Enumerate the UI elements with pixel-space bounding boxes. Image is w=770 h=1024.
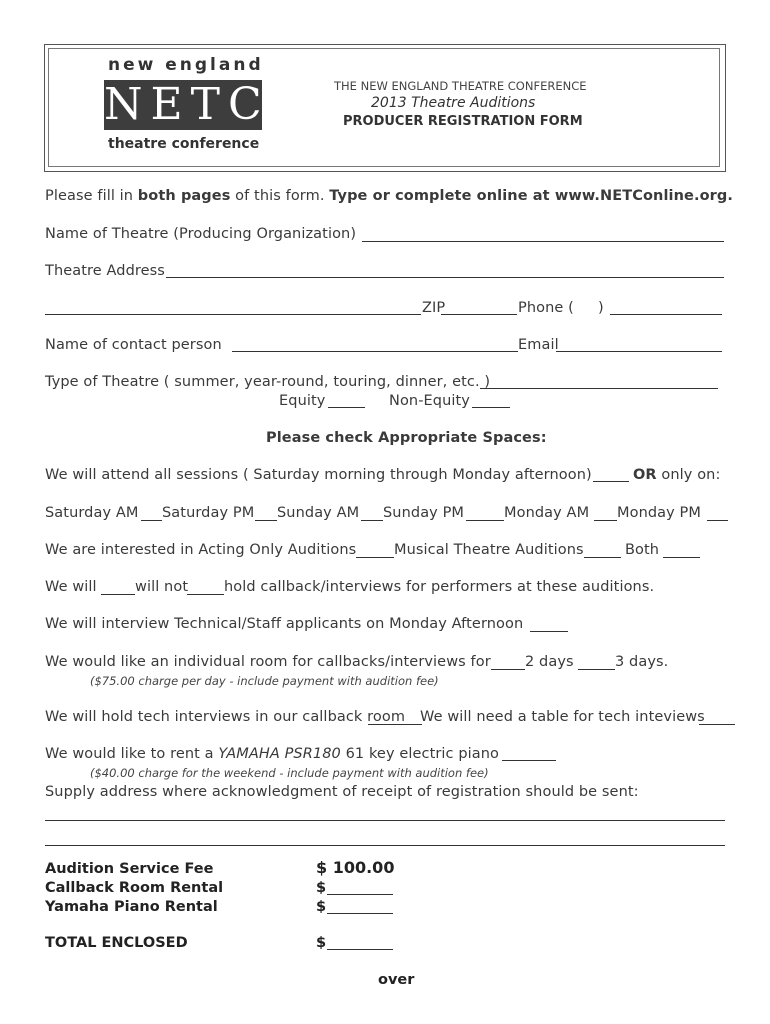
contact-label: Name of contact person	[45, 337, 222, 353]
supply-address-label: Supply address where acknowledgment of receipt of registration should be sent:	[45, 784, 639, 800]
piano-rental-label: Yamaha Piano Rental	[45, 899, 218, 915]
or-only-on	[633, 467, 720, 483]
room-label: We would like an individual room for callbacks/interviews for	[45, 654, 491, 670]
supply-address-line-1[interactable]	[45, 820, 725, 821]
theatre-address-field[interactable]	[166, 277, 724, 278]
intro-line	[45, 188, 733, 204]
intro-text: Please fill in	[45, 188, 138, 204]
both-field[interactable]	[663, 557, 700, 558]
theatre-type-label: Type of Theatre ( summer, year-round, touring, dinner, etc. )	[45, 374, 491, 390]
check-spaces-heading: Please check Appropriate Spaces:	[266, 430, 547, 446]
form-title: PRODUCER REGISTRATION FORM	[343, 114, 583, 129]
total-enclosed-field[interactable]	[327, 949, 393, 950]
will-not-field[interactable]	[187, 594, 224, 595]
netc-logo: NETC	[104, 79, 270, 130]
attend-all-label: We will attend all sessions ( Saturday morning through Monday afternoon)	[45, 467, 592, 483]
mon-am-label: Monday AM	[504, 505, 590, 521]
sun-pm-label: Sunday PM	[383, 505, 465, 521]
total-enclosed-dollar: $	[316, 935, 327, 951]
non-equity-label: Non-Equity	[389, 393, 470, 409]
address-line2-field[interactable]	[45, 314, 421, 315]
only-on-text: only on:	[656, 467, 721, 483]
callback-rental-label: Callback Room Rental	[45, 880, 224, 896]
service-fee-value: $ 100.00	[316, 858, 395, 877]
equity-label: Equity	[279, 393, 326, 409]
piano-rental-field[interactable]	[327, 913, 393, 914]
zip-label: ZIP	[422, 300, 446, 316]
piano-text-c: 61 key electric piano	[340, 746, 500, 762]
room-days-field[interactable]	[491, 669, 525, 670]
phone-label: Phone (	[518, 300, 574, 316]
we-will-label: We will	[45, 579, 97, 595]
intro-bold-pages: both pages	[137, 188, 231, 204]
mon-am-field[interactable]	[594, 520, 617, 521]
header-org: THE NEW ENGLAND THEATRE CONFERENCE	[334, 79, 587, 93]
sun-am-label: Sunday AM	[277, 505, 360, 521]
email-field[interactable]	[556, 351, 722, 352]
piano-field[interactable]	[502, 760, 556, 761]
piano-rental-dollar: $	[316, 899, 327, 915]
total-enclosed-label: TOTAL ENCLOSED	[45, 935, 188, 951]
three-days-label: 3 days.	[615, 654, 669, 670]
acting-only-field[interactable]	[356, 557, 394, 558]
two-days-field[interactable]	[578, 669, 615, 670]
phone-close: )	[598, 300, 604, 316]
equity-field[interactable]	[328, 407, 365, 408]
mon-pm-field[interactable]	[707, 520, 728, 521]
piano-text-a: We would like to rent a	[45, 746, 219, 762]
two-days-label: 2 days	[525, 654, 574, 670]
theatre-address-label: Theatre Address	[45, 263, 165, 279]
mon-pm-label: Monday PM	[617, 505, 702, 521]
sat-pm-label: Saturday PM	[162, 505, 255, 521]
sat-pm-field[interactable]	[255, 520, 277, 521]
table-label: We will need a table for tech inteviews	[420, 709, 705, 725]
musical-field[interactable]	[584, 557, 621, 558]
room-charge-note: ($75.00 charge per day - include payment with audition fee)	[90, 674, 439, 688]
acting-only-label: We are interested in Acting Only Auditions	[45, 542, 357, 558]
will-not-label: will not	[135, 579, 189, 595]
logo-bottom-text: theatre conference	[108, 136, 260, 152]
callback-rental-field[interactable]	[327, 894, 393, 895]
logo-top-text: new england	[108, 55, 264, 75]
or-text: OR	[633, 467, 657, 483]
tech-room-field[interactable]	[368, 724, 422, 725]
contact-field[interactable]	[232, 351, 518, 352]
attend-all-field[interactable]	[593, 481, 629, 482]
theatre-type-field[interactable]	[480, 388, 718, 389]
intro-text-2: of this form.	[230, 188, 330, 204]
piano-model: YAMAHA PSR180	[218, 746, 341, 762]
tech-interview-label: We will interview Technical/Staff applicants on Monday Afternoon	[45, 616, 524, 632]
musical-label: Musical Theatre Auditions	[394, 542, 584, 558]
sat-am-field[interactable]	[141, 520, 162, 521]
piano-label	[45, 746, 499, 762]
theatre-name-field[interactable]	[362, 241, 724, 242]
sun-am-field[interactable]	[361, 520, 383, 521]
phone-field[interactable]	[610, 314, 722, 315]
hold-callback-label: hold callback/interviews for performers at these auditions.	[224, 579, 655, 595]
theatre-name-label: Name of Theatre (Producing Organization)	[45, 226, 357, 242]
over-footer: over	[378, 972, 415, 988]
zip-field[interactable]	[441, 314, 517, 315]
table-field[interactable]	[699, 724, 735, 725]
piano-charge-note: ($40.00 charge for the weekend - include payment with audition fee)	[90, 766, 489, 780]
both-label: Both	[625, 542, 660, 558]
callback-rental-dollar: $	[316, 880, 327, 896]
non-equity-field[interactable]	[472, 407, 510, 408]
intro-online-note: Type or complete online at www.NETConline.org.	[329, 188, 733, 204]
tech-interview-field[interactable]	[530, 631, 568, 632]
service-fee-label: Audition Service Fee	[45, 861, 214, 877]
tech-room-label: We will hold tech interviews in our callback room	[45, 709, 406, 725]
sun-pm-field[interactable]	[466, 520, 504, 521]
header-event: 2013 Theatre Auditions	[371, 95, 536, 111]
sat-am-label: Saturday AM	[45, 505, 139, 521]
supply-address-line-2[interactable]	[45, 845, 725, 846]
will-field[interactable]	[101, 594, 135, 595]
email-label: Email	[518, 337, 559, 353]
